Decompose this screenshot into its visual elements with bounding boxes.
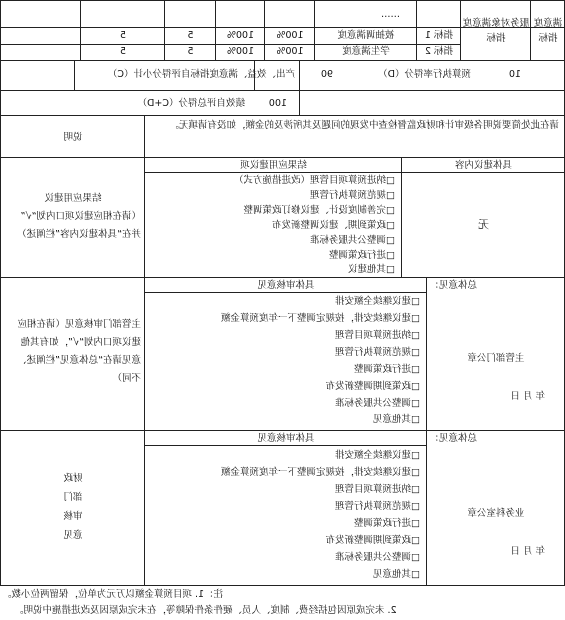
dept-option[interactable]: □建议继续全额安排 bbox=[335, 296, 420, 307]
dept-option[interactable]: □进行政策调整 bbox=[354, 364, 420, 375]
suggest-side-2: （请在相应建议项口内划“√” bbox=[20, 211, 141, 222]
rule bbox=[145, 445, 427, 446]
budget-execution-label: 预算执行率得分（D） bbox=[378, 69, 471, 80]
dept-option[interactable]: □其他意见 bbox=[373, 414, 420, 425]
rule bbox=[145, 172, 565, 173]
satisfaction-label-2: 指标 bbox=[538, 33, 558, 44]
dept-date: 年 月 日 bbox=[510, 391, 545, 402]
total-score-label: 绩效自评总得分（C+D） bbox=[137, 98, 245, 109]
row1-points: 5 bbox=[119, 30, 127, 41]
dept-seal: 主管部门公章 bbox=[467, 353, 525, 364]
rule bbox=[401, 157, 402, 277]
rule bbox=[74, 60, 75, 90]
finance-option[interactable]: □规范预算执行管理 bbox=[335, 501, 420, 512]
row2-points: 5 bbox=[119, 46, 127, 57]
finance-header-right: 总体意见： bbox=[429, 433, 477, 444]
finance-option[interactable]: □调整公共服务标准 bbox=[335, 552, 420, 563]
budget-execution-score: 10 bbox=[508, 69, 522, 80]
suggest-option[interactable]: □规范预算执行管理 bbox=[310, 190, 395, 201]
explain-text: 请在此处简要说明各级审计和财政监督检查中发现的问题及其所涉及的金额，如没有请填无。 bbox=[169, 120, 559, 131]
finance-option[interactable]: □纳进预算项目管理 bbox=[335, 484, 420, 495]
suggest-option[interactable]: □纳进预算项目管理（改进措施方式） bbox=[234, 175, 395, 186]
finance-side-3: 审核 bbox=[63, 511, 83, 522]
dept-side-4: 不同） bbox=[112, 373, 141, 384]
finance-side-2: 部门 bbox=[63, 492, 83, 503]
subtotal-score: 90 bbox=[320, 69, 334, 80]
row1-target: 100% bbox=[276, 30, 304, 41]
row1-score: 100% bbox=[226, 30, 255, 41]
dept-side-3: 意见请在“总体意见”栏阐述、 bbox=[17, 355, 141, 366]
dots-text: …… bbox=[381, 9, 400, 20]
suggest-option[interactable]: □其他建议 bbox=[348, 264, 395, 275]
subtotal-label: 产出、效益、满意度指标自评得分小计（C） bbox=[107, 69, 295, 80]
rule bbox=[0, 157, 565, 158]
dept-option[interactable]: □规范预算执行管理 bbox=[335, 347, 420, 358]
rule bbox=[145, 292, 427, 293]
note-1: 注：1. 项目预算金额以万元为单位，保留两位小数。 bbox=[2, 589, 224, 600]
row1-weight: 5 bbox=[187, 30, 194, 41]
rule bbox=[0, 0, 565, 1]
rule bbox=[0, 585, 565, 586]
service-target-label-2: 指标 bbox=[486, 33, 506, 44]
finance-option[interactable]: □建议继续全额安排 bbox=[335, 450, 420, 461]
row2-score: 100% bbox=[226, 46, 255, 57]
rule bbox=[0, 115, 565, 116]
suggest-option[interactable]: □调整公共服务标准 bbox=[310, 235, 395, 246]
dept-header-left: 具体审核意见 bbox=[257, 280, 315, 291]
dept-option[interactable]: □调整公共服务标准 bbox=[335, 398, 420, 409]
finance-seal: 业务科室公章 bbox=[467, 508, 525, 519]
finance-side-1: 财政 bbox=[63, 473, 83, 484]
suggest-option[interactable]: □进行政策调整 bbox=[329, 250, 395, 261]
finance-side-4: 意见 bbox=[63, 530, 83, 541]
finance-option[interactable]: □其他意见 bbox=[373, 569, 420, 580]
note-2: 2. 未完成原因包括经费、制度、人员、硬件条件保障等，在未完成原因及改进措施中说明。 bbox=[14, 605, 397, 616]
suggest-content: 无 bbox=[478, 218, 489, 231]
dept-option[interactable]: □政策到期调整新发布 bbox=[325, 381, 420, 392]
finance-option[interactable]: □进行政策调整 bbox=[354, 518, 420, 529]
finance-date: 年 月 日 bbox=[510, 546, 545, 557]
row2-name: 学生满意度 bbox=[342, 46, 390, 57]
rule bbox=[299, 60, 300, 115]
suggest-option[interactable]: □政策到期、建议调整新发布 bbox=[272, 220, 395, 231]
rule bbox=[530, 0, 531, 60]
row2-target: 100% bbox=[276, 46, 304, 57]
dept-option[interactable]: □纳进预算项目管理 bbox=[335, 330, 420, 341]
suggest-side-1: 结果应用建议 bbox=[44, 193, 102, 204]
finance-option[interactable]: □建议继续安排，按规定调整下一年度预算金额 bbox=[221, 467, 420, 478]
rule bbox=[0, 60, 565, 61]
service-target-label: 服务对象满意度 bbox=[462, 18, 530, 29]
rule bbox=[0, 430, 565, 431]
suggest-header-left: 结果应用建议项 bbox=[240, 160, 307, 171]
dept-header-right: 总体意见： bbox=[429, 280, 477, 291]
suggest-side-3: 并在“具体建议内容”栏阐述） bbox=[17, 229, 141, 240]
dept-option[interactable]: □建议继续安排，按规定调整下一年度预算金额 bbox=[221, 313, 420, 324]
finance-header-left: 具体审核意见 bbox=[257, 433, 315, 444]
rule bbox=[0, 90, 565, 91]
suggest-option[interactable]: □完善制度设计、建议修订政策调整 bbox=[243, 205, 395, 216]
total-score-value: 100 bbox=[268, 98, 287, 109]
explain-label: 说明 bbox=[63, 132, 83, 143]
row2-weight: 5 bbox=[187, 46, 194, 57]
row2-sub: 指标 2 bbox=[424, 46, 454, 57]
suggest-header-right: 具体建议内容 bbox=[455, 160, 513, 171]
satisfaction-label: 满意度 bbox=[533, 18, 563, 29]
finance-option[interactable]: □政策到期调整新发布 bbox=[325, 535, 420, 546]
dept-side-2: 建议项口内划“√”，如有其他 bbox=[20, 337, 141, 348]
row1-name: 被抽调满意度 bbox=[337, 30, 395, 41]
row1-sub: 指标 1 bbox=[424, 30, 454, 41]
rule bbox=[0, 277, 565, 278]
dept-side-1: 主管部门审核意见（请在相应 bbox=[17, 319, 141, 330]
